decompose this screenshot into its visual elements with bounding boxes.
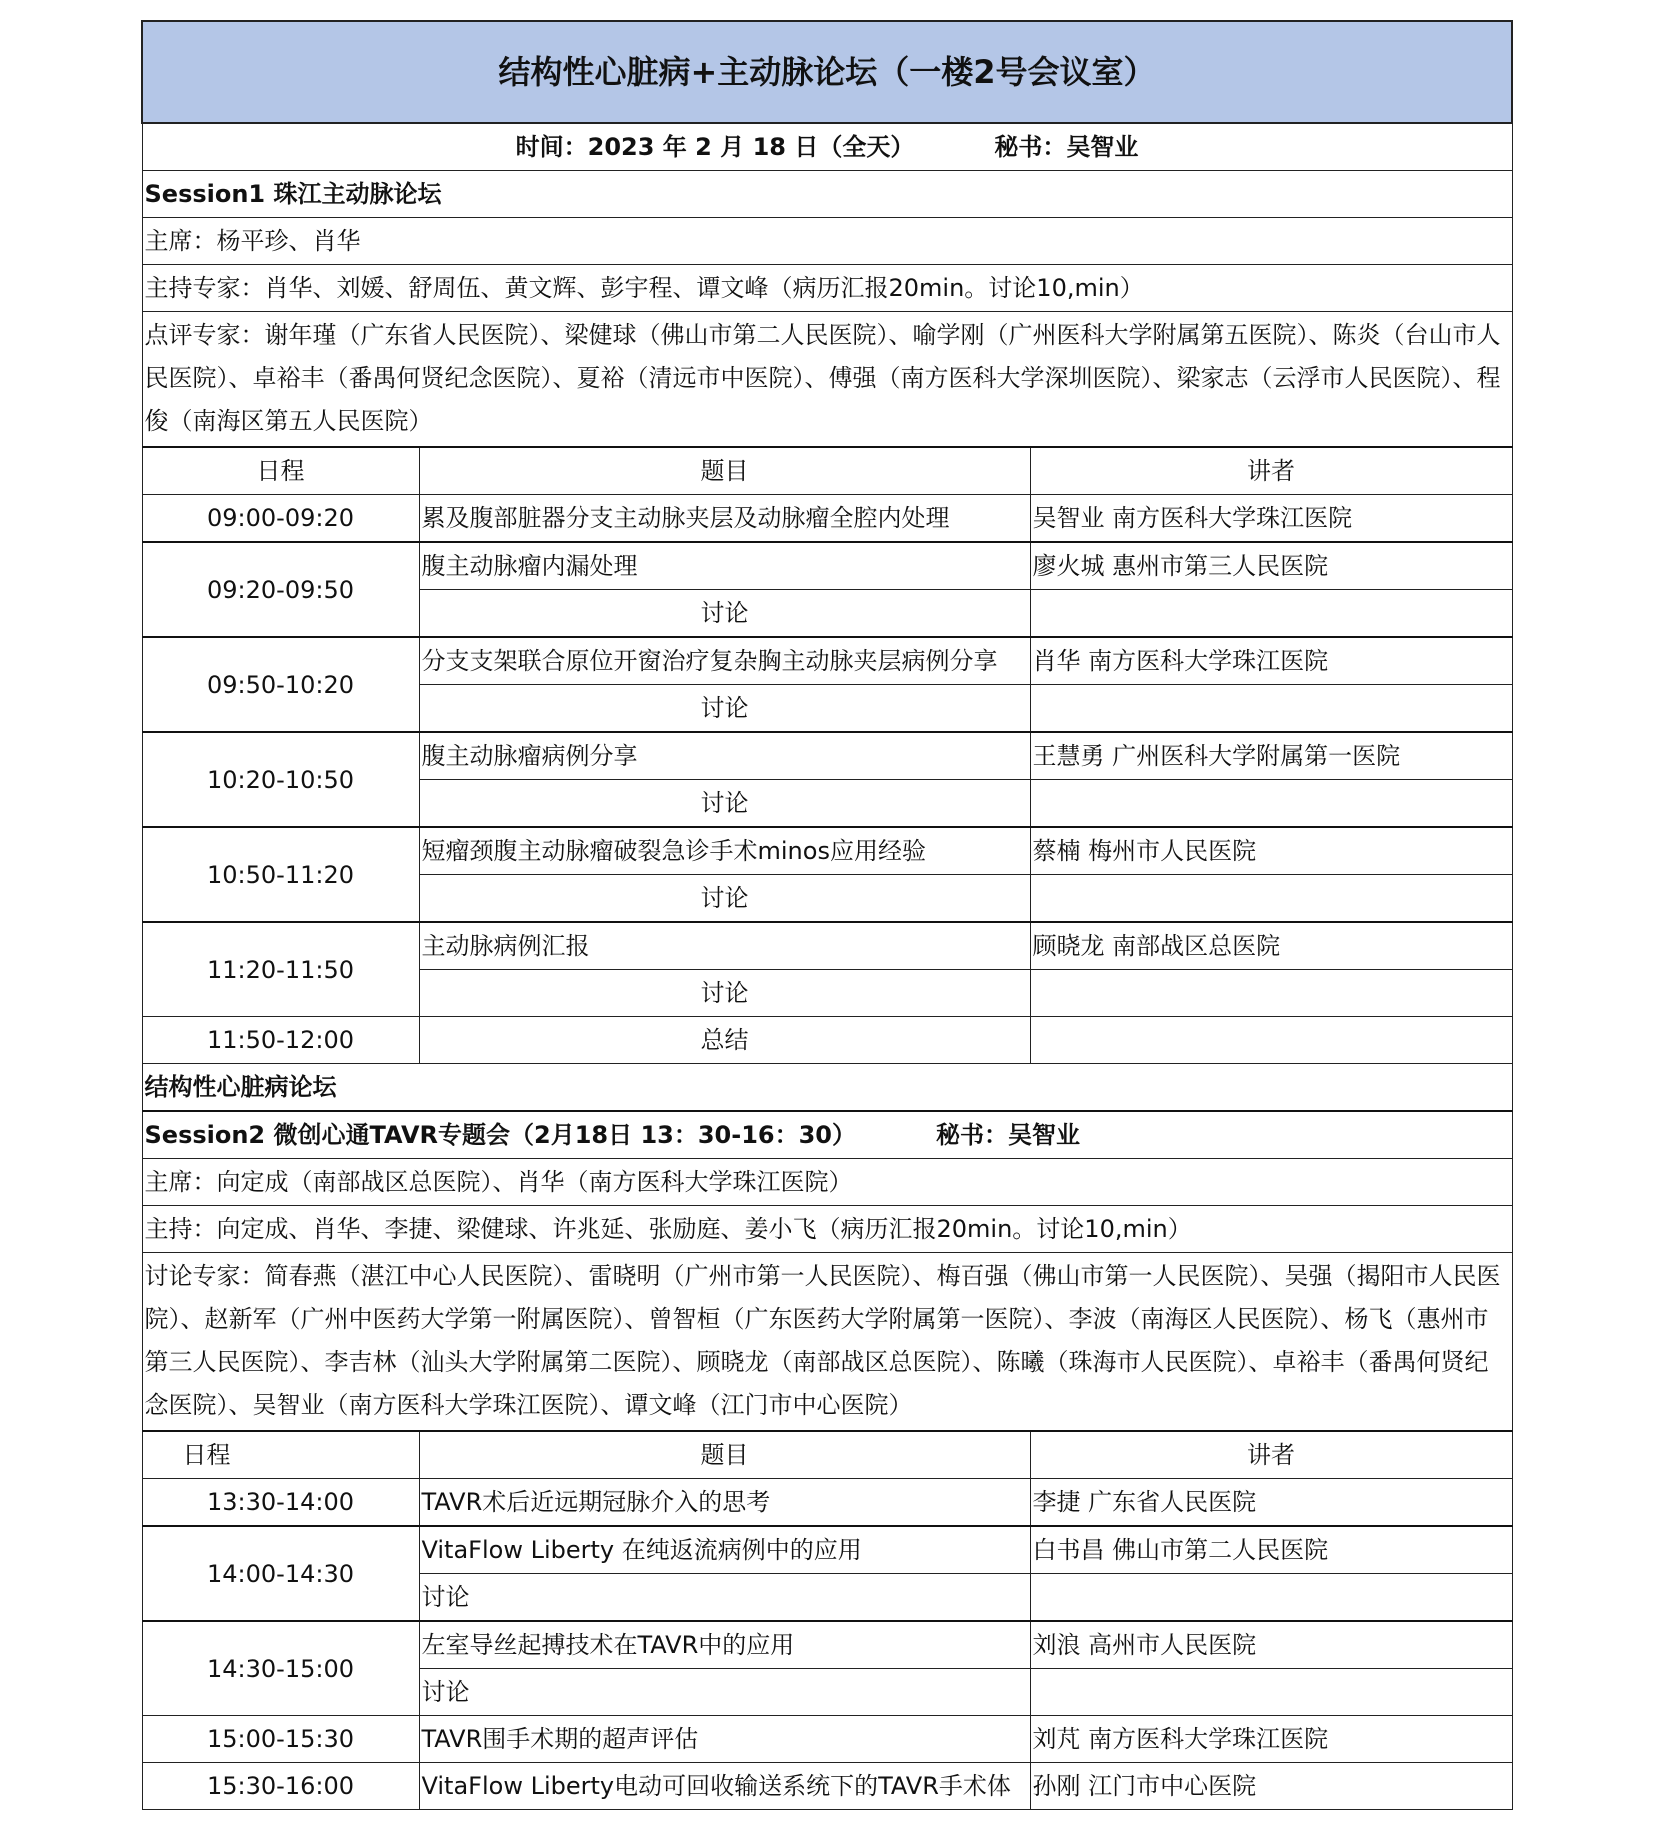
discussion-label: 讨论 xyxy=(419,685,1030,733)
table-row xyxy=(142,1479,1512,1527)
discussion-label: 讨论 xyxy=(419,1669,1030,1716)
header2-speaker: 讲者 xyxy=(1030,1431,1512,1479)
time-row xyxy=(142,123,1512,171)
session1-chair: 主席：杨平珍、肖华 xyxy=(142,218,1512,265)
table-row xyxy=(142,1763,1512,1810)
schedule-time: 13:30-14:00 xyxy=(142,1479,419,1527)
session1-title-row xyxy=(142,171,1512,218)
schedule-time: 10:20-10:50 xyxy=(142,732,419,827)
header-speaker: 讲者 xyxy=(1030,447,1512,495)
header2-schedule: 日程 xyxy=(142,1431,419,1479)
discussion-speaker xyxy=(1030,780,1512,828)
discussion-label: 讨论 xyxy=(419,970,1030,1017)
session2-experts-row xyxy=(142,1253,1512,1432)
table-row xyxy=(142,1621,1512,1669)
speaker: 蔡楠 梅州市人民医院 xyxy=(1030,827,1512,875)
header-schedule: 日程 xyxy=(142,447,419,495)
table-row xyxy=(142,1526,1512,1574)
header-topic: 题目 xyxy=(419,447,1030,495)
session1-reviewers: 点评专家：谢年瑾（广东省人民医院）、梁健球（佛山市第二人民医院）、喻学刚（广州医科大学附属第五医院）、陈炎（台山市人民医院）、卓裕丰（番禺何贤纪念医院）、夏裕（清远市中医院）、傅强（南方医科大学深圳医院）、梁家志（云浮市人民医院）、程俊（南海区第五人民医院） xyxy=(142,312,1512,448)
session2-secretary: 秘书：吴智业 xyxy=(936,1121,1081,1149)
session2-title-cell xyxy=(142,1111,1512,1159)
discussion-label: 讨论 xyxy=(419,1574,1030,1622)
discussion-speaker xyxy=(1030,875,1512,923)
speaker: 白书昌 佛山市第二人民医院 xyxy=(1030,1526,1512,1574)
speaker: 顾晓龙 南部战区总医院 xyxy=(1030,922,1512,970)
topic: TAVR术后近远期冠脉介入的思考 xyxy=(419,1479,1030,1527)
header2-topic: 题目 xyxy=(419,1431,1030,1479)
time-line xyxy=(142,123,1512,171)
table-row xyxy=(142,637,1512,685)
speaker: 肖华 南方医科大学珠江医院 xyxy=(1030,637,1512,685)
topic: 累及腹部脏器分支主动脉夹层及动脉瘤全腔内处理 xyxy=(419,495,1030,543)
session2-title: Session2 微创心通TAVR专题会（2月18日 13：30-16：30） xyxy=(144,1121,857,1149)
session1-hosts: 主持专家：肖华、刘媛、舒周伍、黄文辉、彭宇程、谭文峰（病历汇报20min。讨论10,min） xyxy=(142,265,1512,312)
discussion-speaker xyxy=(1030,685,1512,733)
schedule-time: 15:00-15:30 xyxy=(142,1716,419,1763)
schedule-time: 09:20-09:50 xyxy=(142,542,419,637)
schedule-time: 14:00-14:30 xyxy=(142,1526,419,1621)
session1-chair-row xyxy=(142,218,1512,265)
table-row xyxy=(142,732,1512,780)
schedule-table xyxy=(141,20,1513,1810)
summary-label: 总结 xyxy=(419,1017,1030,1064)
table-row xyxy=(142,827,1512,875)
topic: VitaFlow Liberty电动可回收输送系统下的TAVR手术体 xyxy=(419,1763,1030,1810)
schedule-time: 11:20-11:50 xyxy=(142,922,419,1017)
discussion-speaker xyxy=(1030,1669,1512,1716)
forum-title: 结构性心脏病+主动脉论坛（一楼2号会议室） xyxy=(142,21,1512,123)
topic: TAVR围手术期的超声评估 xyxy=(419,1716,1030,1763)
forum2-title-row xyxy=(142,1064,1512,1112)
forum2-title: 结构性心脏病论坛 xyxy=(142,1064,1512,1112)
schedule-time: 09:50-10:20 xyxy=(142,637,419,732)
table-row xyxy=(142,542,1512,590)
session1-header-row xyxy=(142,447,1512,495)
session2-header-row xyxy=(142,1431,1512,1479)
session2-chair-row xyxy=(142,1159,1512,1206)
discussion-label: 讨论 xyxy=(419,590,1030,638)
speaker: 王慧勇 广州医科大学附属第一医院 xyxy=(1030,732,1512,780)
topic: 左室导丝起搏技术在TAVR中的应用 xyxy=(419,1621,1030,1669)
table-row xyxy=(142,1716,1512,1763)
title-row xyxy=(142,21,1512,123)
table-row xyxy=(142,922,1512,970)
session1-summary-row xyxy=(142,1017,1512,1064)
topic: 主动脉病例汇报 xyxy=(419,922,1030,970)
topic: 腹主动脉瘤内漏处理 xyxy=(419,542,1030,590)
speaker: 李捷 广东省人民医院 xyxy=(1030,1479,1512,1527)
date-text: 时间：2023 年 2 月 18 日（全天） xyxy=(515,133,915,161)
session2-experts: 讨论专家：简春燕（湛江中心人民医院）、雷晓明（广州市第一人民医院）、梅百强（佛山市第一人民医院）、吴强（揭阳市人民医院）、赵新军（广州中医药大学第一附属医院）、曾智桓（广东医药大学附属第一医院）、李波（南海区人民医院）、杨飞（惠州市第三人民医院）、李吉林（汕头大学附属第二医院）、顾晓龙（南部战区总医院）、陈曦（珠海市人民医院）、卓裕丰（番禺何贤纪念医院）、吴智业（南方医科大学珠江医院）、谭文峰（江门市中心医院） xyxy=(142,1253,1512,1432)
session2-hosts-row xyxy=(142,1206,1512,1253)
speaker: 吴智业 南方医科大学珠江医院 xyxy=(1030,495,1512,543)
discussion-speaker xyxy=(1030,970,1512,1017)
topic: VitaFlow Liberty 在纯返流病例中的应用 xyxy=(419,1526,1030,1574)
schedule-time: 15:30-16:00 xyxy=(142,1763,419,1810)
session1-hosts-row xyxy=(142,265,1512,312)
topic: 分支支架联合原位开窗治疗复杂胸主动脉夹层病例分享 xyxy=(419,637,1030,685)
summary-speaker xyxy=(1030,1017,1512,1064)
topic: 短瘤颈腹主动脉瘤破裂急诊手术minos应用经验 xyxy=(419,827,1030,875)
schedule-time: 09:00-09:20 xyxy=(142,495,419,543)
session2-title-row xyxy=(142,1111,1512,1159)
speaker: 刘浪 高州市人民医院 xyxy=(1030,1621,1512,1669)
table-row xyxy=(142,495,1512,543)
topic: 腹主动脉瘤病例分享 xyxy=(419,732,1030,780)
summary-time: 11:50-12:00 xyxy=(142,1017,419,1064)
session2-hosts: 主持：向定成、肖华、李捷、梁健球、许兆延、张励庭、姜小飞（病历汇报20min。讨论10,min） xyxy=(142,1206,1512,1253)
secretary-text: 秘书：吴智业 xyxy=(994,133,1139,161)
schedule-sheet xyxy=(141,20,1511,1810)
discussion-label: 讨论 xyxy=(419,875,1030,923)
speaker: 孙刚 江门市中心医院 xyxy=(1030,1763,1512,1810)
discussion-label: 讨论 xyxy=(419,780,1030,828)
discussion-speaker xyxy=(1030,590,1512,638)
session2-chair: 主席：向定成（南部战区总医院）、肖华（南方医科大学珠江医院） xyxy=(142,1159,1512,1206)
speaker: 廖火城 惠州市第三人民医院 xyxy=(1030,542,1512,590)
schedule-time: 14:30-15:00 xyxy=(142,1621,419,1716)
schedule-time: 10:50-11:20 xyxy=(142,827,419,922)
speaker: 刘芃 南方医科大学珠江医院 xyxy=(1030,1716,1512,1763)
session1-title: Session1 珠江主动脉论坛 xyxy=(142,171,1512,218)
session1-reviewers-row xyxy=(142,312,1512,448)
discussion-speaker xyxy=(1030,1574,1512,1622)
